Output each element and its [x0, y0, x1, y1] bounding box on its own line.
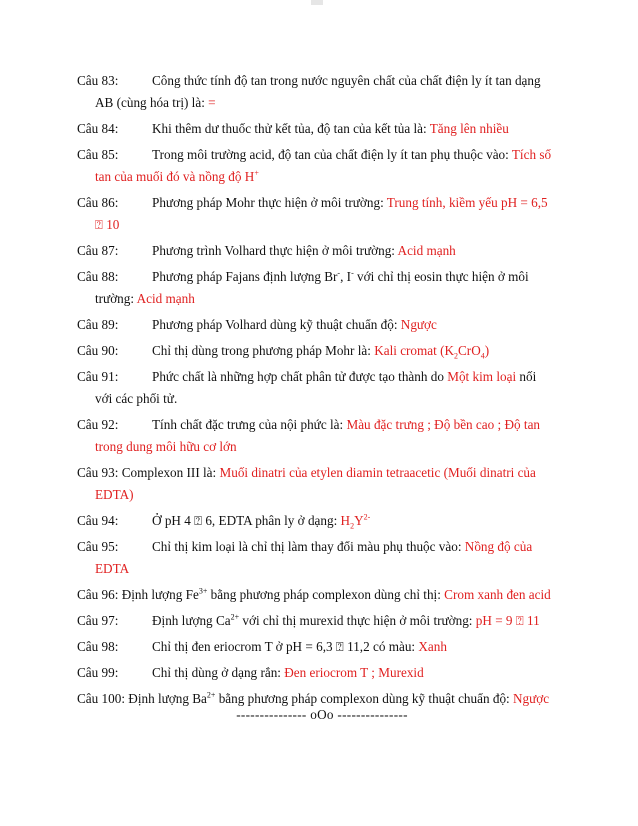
question-text-continued: trường:	[95, 291, 137, 306]
question-text-continued: với các phối tử.	[95, 391, 178, 406]
question-text: Chỉ thị dùng trong phương pháp Mohr là:	[152, 343, 375, 358]
question-number: Câu 83:	[77, 73, 119, 88]
question-text: Chỉ thị kim loại là chỉ thị làm thay đổi màu phụ thuộc vào:	[152, 539, 465, 554]
question-text: Định lượng Ca	[152, 613, 231, 628]
question-text: Định lượng Ba	[125, 691, 207, 706]
question-text: Ở pH 4 ⍰ 6, EDTA phân ly ở dạng:	[152, 513, 341, 528]
question-number: Câu 90:	[77, 343, 119, 358]
question-number: Câu 97:	[77, 613, 119, 628]
question-87	[77, 240, 567, 262]
question-number: Câu 84:	[77, 121, 119, 136]
question-number: Câu 96:	[77, 587, 119, 602]
answer: Tăng lên nhiều	[429, 121, 509, 136]
end-separator: --------------- oOo ---------------	[236, 707, 408, 722]
question-text: Khi thêm dư thuốc thử kết tủa, độ tan của kết tủa là:	[152, 121, 430, 136]
question-85	[77, 144, 567, 188]
question-92	[77, 414, 567, 458]
answer	[340, 512, 371, 531]
question-99	[77, 662, 567, 684]
question-84	[77, 118, 567, 140]
answer-continued: ⍰ 10	[95, 217, 120, 232]
question-text: với chỉ thị murexid thực hiện ở môi trường:	[239, 613, 476, 628]
question-text: Phương pháp Volhard dùng kỹ thuật chuẩn độ:	[152, 317, 401, 332]
question-text: Phức chất là những hợp chất phân tử được tạo thành do	[152, 369, 448, 384]
answer-part: H	[340, 513, 351, 528]
question-number: Câu 89:	[77, 317, 119, 332]
answer: Acid mạnh	[397, 243, 456, 258]
question-98	[77, 636, 567, 658]
superscript: +	[254, 168, 259, 178]
question-90	[77, 340, 567, 362]
question-83	[77, 70, 567, 114]
superscript: 3+	[198, 586, 208, 596]
question-88	[77, 266, 567, 310]
answer: Ngược	[513, 691, 550, 706]
question-text: Phương pháp Mohr thực hiện ở môi trường:	[152, 195, 387, 210]
question-number: Câu 99:	[77, 665, 119, 680]
answer-part: Kali cromat (K	[374, 343, 455, 358]
answer-continued: EDTA)	[95, 487, 134, 502]
question-text: nối	[516, 369, 537, 384]
answer: Màu đặc trưng ; Độ bền cao ; Độ tan	[346, 417, 541, 432]
question-text: Trong môi trường acid, độ tan của chất điện ly ít tan phụ thuộc vào:	[152, 147, 512, 162]
answer: =	[208, 95, 216, 110]
answer: pH = 9 ⍰ 11	[475, 613, 540, 628]
question-number: Câu 95:	[77, 539, 119, 554]
question-number: Câu 88:	[77, 269, 119, 284]
document-page	[77, 70, 567, 722]
answer-continued: EDTA	[95, 561, 130, 576]
question-number: Câu 94:	[77, 513, 119, 528]
question-text: , I	[340, 269, 352, 284]
question-text: Complexon III là:	[118, 465, 220, 480]
question-number: Câu 98:	[77, 639, 119, 654]
superscript: 2-	[363, 512, 371, 522]
answer: Tích số	[511, 147, 552, 162]
question-number: Câu 93:	[77, 465, 119, 480]
subscript: 2	[350, 521, 355, 531]
question-text: Tính chất đặc trưng của nội phức là:	[152, 417, 347, 432]
question-94	[77, 510, 567, 532]
answer: Đen eriocrom T ; Murexid	[284, 665, 424, 680]
question-95	[77, 536, 567, 580]
question-text: bằng phương pháp complexon dùng chỉ thị:	[207, 587, 445, 602]
question-number: Câu 100:	[77, 691, 125, 706]
question-text: Phương trình Volhard thực hiện ở môi trường:	[152, 243, 398, 258]
answer-part: Y	[354, 513, 364, 528]
superscript: 2+	[206, 690, 216, 700]
question-number: Câu 87:	[77, 243, 119, 258]
answer: Crom xanh đen acid	[444, 587, 551, 602]
question-86	[77, 192, 567, 236]
page-top-marker	[311, 0, 323, 5]
question-number: Câu 91:	[77, 369, 119, 384]
question-number: Câu 92:	[77, 417, 119, 432]
answer: Muối dinatri của etylen diamin tetraacetic (Muối dinatri của	[219, 465, 536, 480]
answer: Trung tính, kiềm yếu pH = 6,5	[386, 195, 548, 210]
question-text: Định lượng Fe	[118, 587, 199, 602]
answer-continued: tan của muối đó và nồng độ H	[95, 169, 255, 184]
superscript: -	[351, 268, 354, 278]
subscript: 4	[480, 351, 485, 361]
question-96	[77, 584, 567, 606]
answer-continued: trong dung môi hữu cơ lớn	[95, 439, 237, 454]
question-text: bằng phương pháp complexon dùng kỹ thuật chuẩn độ:	[215, 691, 514, 706]
question-text: Chỉ thị dùng ở dạng rắn:	[152, 665, 285, 680]
question-text-continued: AB (cùng hóa trị) là:	[95, 95, 209, 110]
answer: Xanh	[418, 639, 447, 654]
answer: Ngược	[400, 317, 437, 332]
question-text: Phương pháp Fajans định lượng Br	[152, 269, 338, 284]
question-91	[77, 366, 567, 410]
question-93	[77, 462, 567, 506]
superscript: -	[337, 268, 341, 278]
question-number: Câu 86:	[77, 195, 119, 210]
answer-part: )	[484, 343, 490, 358]
answer: Một kim loại	[447, 369, 517, 384]
question-text: với chỉ thị eosin thực hiện ở môi	[353, 269, 529, 284]
answer: Nồng độ của	[464, 539, 533, 554]
question-text: Chỉ thị đen eriocrom T ở pH = 6,3 ⍰ 11,2 có màu:	[152, 639, 419, 654]
question-89	[77, 314, 567, 336]
answer-part: CrO	[458, 343, 481, 358]
question-text: Công thức tính độ tan trong nước nguyên chất của chất điện ly ít tan dạng	[152, 73, 541, 88]
answer: Acid mạnh	[136, 291, 195, 306]
question-number: Câu 85:	[77, 147, 119, 162]
subscript: 2	[454, 351, 459, 361]
question-97	[77, 610, 567, 632]
answer	[374, 343, 490, 361]
superscript: 2+	[230, 612, 240, 622]
